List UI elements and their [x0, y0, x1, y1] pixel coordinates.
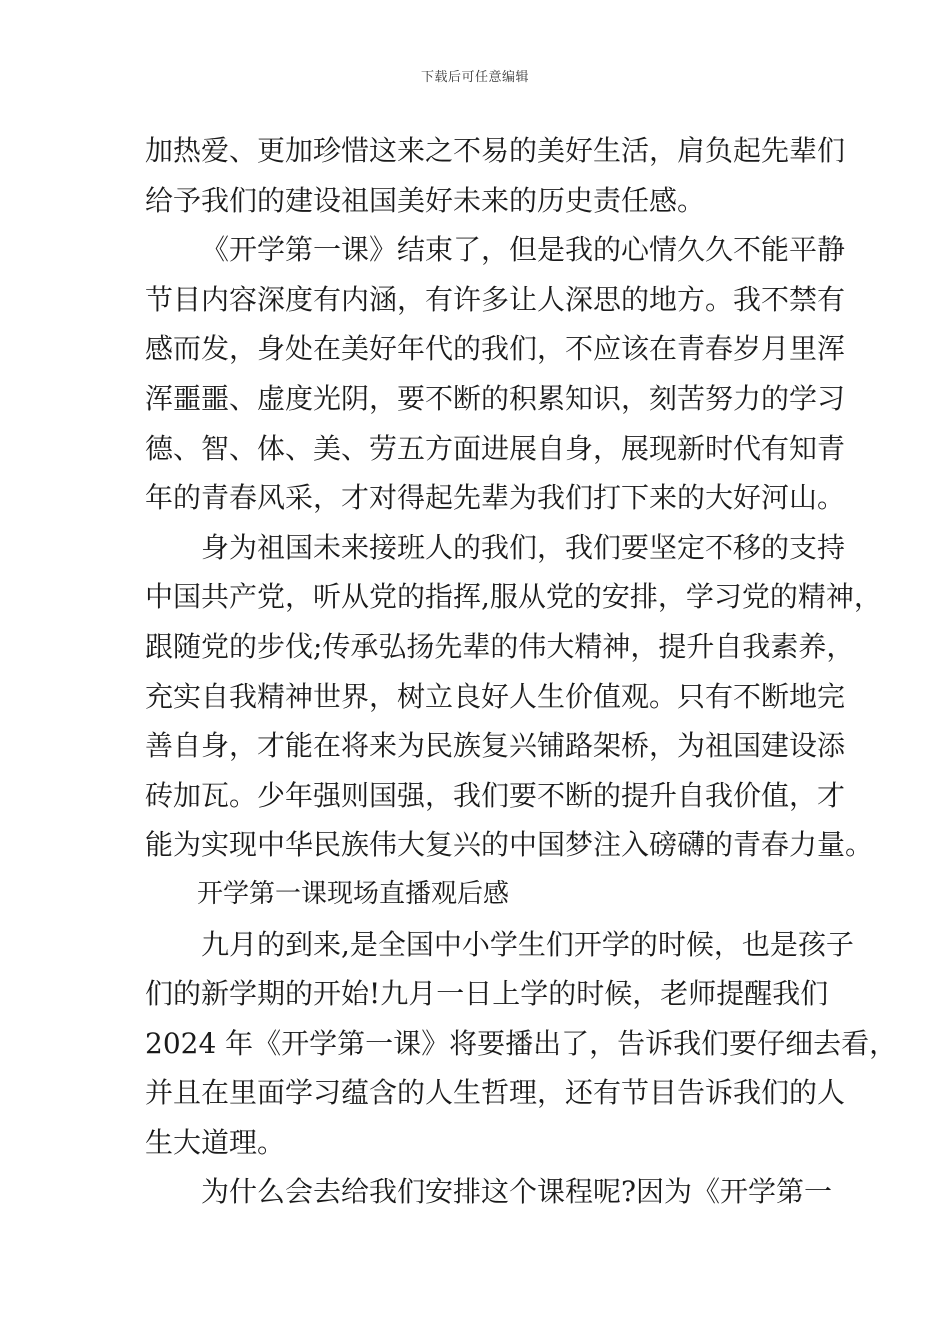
text-line: 充实自我精神世界，树立良好人生价值观。只有不断地完 [145, 679, 846, 713]
text-line: 们的新学期的开始!九月一日上学的时候，老师提醒我们 [145, 977, 829, 1011]
text-line: 加热爱、更加珍惜这来之不易的美好生活，肩负起先辈们 [145, 134, 846, 167]
paragraph-1 [145, 126, 846, 225]
text-line: 砖加瓦。少年强则国强，我们要不断的提升自我价值，才 [145, 778, 846, 812]
text-line: 并且在里面学习蕴含的人生哲理，还有节目告诉我们的人 [145, 1076, 846, 1110]
section-heading [145, 870, 815, 920]
text-line: 中国共产党，听从党的指挥,服从党的安排，学习党的精神， [145, 580, 882, 614]
text-line: 身为祖国未来接班人的我们，我们要坚定不移的支持 [201, 530, 846, 564]
section-title: 开学第一课现场直播观后感 [197, 878, 510, 909]
text-line: 浑噩噩、虚度光阴，要不断的积累知识，刻苦努力的学习 [145, 381, 846, 415]
text-line: 《开学第一课》结束了，但是我的心情久久不能平静 [201, 233, 846, 267]
text-line: 生大道理。 [145, 1125, 286, 1159]
text-line: 2024 年《开学第一课》将要播出了，告诉我们要仔细去看， [145, 1026, 898, 1060]
text-line: 善自身，才能在将来为民族复兴铺路架桥，为祖国建设添 [145, 729, 846, 763]
text-line: 年的青春风采，才对得起先辈为我们打下来的大好河山。 [145, 481, 846, 515]
paragraph-3 [145, 523, 882, 870]
text-line: 节目内容深度有内涵，有许多让人深思的地方。我不禁有 [145, 282, 846, 316]
paragraph-2 [145, 225, 846, 523]
text-line: 为什么会去给我们安排这个课程呢?因为《开学第一 [201, 1175, 833, 1209]
document-body [145, 126, 898, 1217]
paragraph-4 [145, 920, 898, 1168]
page-header: 下载后可任意编辑 [420, 70, 529, 85]
text-line: 德、智、体、美、劳五方面进展自身，展现新时代有知青 [145, 431, 846, 465]
text-line: 能为实现中华民族伟大复兴的中国梦注入磅礴的青春力量。 [145, 828, 874, 862]
text-line: 感而发，身处在美好年代的我们，不应该在青春岁月里浑 [145, 332, 846, 366]
text-line: 九月的到来,是全国中小学生们开学的时候，也是孩子 [201, 927, 854, 961]
paragraph-5 [145, 1167, 833, 1217]
text-line: 跟随党的步伐;传承弘扬先辈的伟大精神，提升自我素养， [145, 629, 855, 663]
text-line: 给予我们的建设祖国美好未来的历史责任感。 [145, 183, 706, 217]
